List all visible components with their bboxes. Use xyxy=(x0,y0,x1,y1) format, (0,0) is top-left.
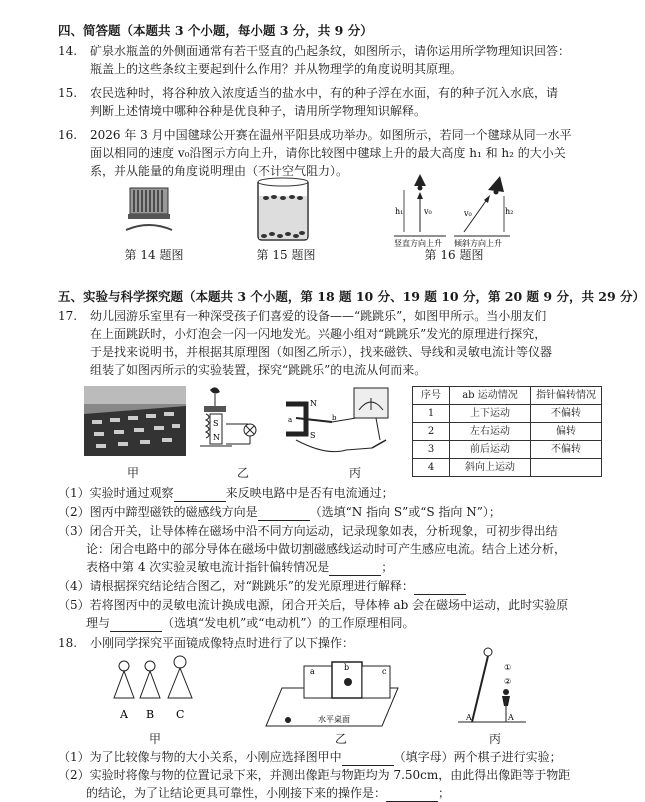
question-17 xyxy=(58,307,598,379)
table-cell: 不偏转 xyxy=(531,405,602,423)
sub-text: ； xyxy=(438,786,451,800)
sub-text: 论：闭合电路中的部分导体在磁场中做切割磁感线运动时可产生感应电流。结合上述分析， xyxy=(86,542,567,556)
table-cell: 3 xyxy=(413,441,450,459)
sub-text: （3）闭合开关，让导体棒在磁场中沿不同方向运动，记录现象如表，分析现象，可初步得出结 xyxy=(58,524,558,538)
sub-text: （选填“发电机”或“电动机”）的工作原理相同。 xyxy=(162,616,415,630)
q17-sub1 xyxy=(58,484,603,502)
answer-blank[interactable] xyxy=(329,563,381,576)
piece-b-label: B xyxy=(146,708,155,721)
sub-text: 理与 xyxy=(86,616,111,630)
rod-b-label: b xyxy=(332,414,337,422)
sub-text: （1）实验时通过观察 xyxy=(58,486,174,500)
q17-sub4 xyxy=(58,577,603,595)
table-cell: 偏转 xyxy=(531,423,602,441)
rod-a-label: a xyxy=(288,416,293,424)
table-cell: 2 xyxy=(413,423,450,441)
section-five-title: 五、实验与科学探究题（本题共 3 个小题，第 18 题 10 分、19 题 10 分，第 20 题 9 分，共 29 分） xyxy=(58,289,645,304)
desk-label: 水平桌面 xyxy=(318,715,350,724)
caption-fig15: 第 15 题图 xyxy=(256,248,316,262)
question-number: 15. xyxy=(58,86,78,100)
table-header-row xyxy=(413,387,602,405)
question-14 xyxy=(58,42,598,78)
question-number: 17. xyxy=(58,309,78,323)
section-four-title: 四、简答题（本题共 3 个小题，每小题 3 分，共 9 分） xyxy=(58,23,373,38)
answer-blank[interactable] xyxy=(258,508,310,521)
question-number: 18. xyxy=(58,636,78,650)
table-cell: 不偏转 xyxy=(531,441,602,459)
object-a-label: A xyxy=(466,713,472,722)
sub-text: （5）若将图丙中的灵敏电流计换成电源，闭合开关后，导体棒 ab 会在磁场中运动，此时实验原 xyxy=(58,598,569,612)
caption-fig17-b: 乙 xyxy=(236,466,249,480)
table-cell: 斜向上运动 xyxy=(450,459,531,477)
label-h2: h₂ xyxy=(505,207,514,216)
table-row xyxy=(413,405,602,423)
q17-sub3 xyxy=(58,522,603,576)
caption-fig18-b: 乙 xyxy=(334,732,347,746)
table-cell: 左右运动 xyxy=(450,423,531,441)
sub-text: ； xyxy=(381,560,394,574)
magnet-s-label: S xyxy=(213,419,219,428)
magnet-n-label: N xyxy=(213,433,220,442)
sub-text: （2）实验时将像与物的位置记录下来，并测出像距与物距均为 7.50cm，由此得出像距等于物距 xyxy=(58,768,571,782)
piece-c-label: C xyxy=(176,708,185,721)
question-line: 判断上述情境中哪种谷种是优良种子，请用所学物理知识解释。 xyxy=(90,104,427,118)
answer-blank[interactable] xyxy=(386,789,438,802)
q17-sub5 xyxy=(58,596,603,632)
question-line: 组装了如图丙所示的实验装置，探究“跳跳乐”的电流从何而来。 xyxy=(90,363,427,377)
table-header: 指针偏转情况 xyxy=(531,387,602,405)
q17-sub2 xyxy=(58,503,603,521)
answer-blank[interactable] xyxy=(110,619,162,632)
table-cell: 前后运动 xyxy=(450,441,531,459)
question-line: 瓶盖上的这些条纹主要起到什么作用？并从物理学的角度说明其原理。 xyxy=(90,62,463,76)
piece-a-label: A xyxy=(120,708,128,721)
fig15-beaker xyxy=(252,176,314,242)
caption-fig18-c: 丙 xyxy=(488,732,501,746)
label-h1: h₁ xyxy=(395,207,404,216)
horseshoe-n-label: N xyxy=(310,399,317,408)
fig18-candle-setup xyxy=(452,646,532,730)
q18-sub2 xyxy=(58,766,603,802)
question-line: 矿泉水瓶盖的外侧面通常有若干竖直的凸起条纹，如图所示，请你运用所学物理知识回答： xyxy=(90,44,571,58)
fig18-mirror-setup xyxy=(262,652,412,730)
question-line: 于是找来说明书，并根据其原理图（如图乙所示），找来磁铁、导线和灵敏电流计等仪器 xyxy=(90,345,553,359)
mark-one: ① xyxy=(504,663,512,672)
position-b-label: b xyxy=(344,663,350,672)
table-header: ab 运动情况 xyxy=(450,387,531,405)
sub-text: （1）为了比较像与物的大小关系，小刚应选择图甲中 xyxy=(58,750,342,764)
question-line: 在上面跳跃时，小灯泡会一闪一闪地发光。兴趣小组对“跳跳乐”发光的原理进行探究， xyxy=(90,327,547,341)
fig17-jump-floor xyxy=(84,386,186,456)
table-row xyxy=(413,441,602,459)
question-16 xyxy=(58,126,598,180)
question-line: 面以相同的速度 v₀沿图示方向上升，请你比较图中毽球上升的最大高度 h₁ 和 h₂ 的大小关 xyxy=(90,146,566,160)
question-number: 14. xyxy=(58,44,78,58)
question-line: 2026 年 3 月中国毽球公开赛在温州平阳县成功举办。如图所示，若同一个毽球从同一水平 xyxy=(90,128,572,142)
caption-fig18-a: 甲 xyxy=(148,732,161,746)
horseshoe-s-label: S xyxy=(310,431,316,440)
question-15 xyxy=(58,84,598,120)
fig17-apparatus xyxy=(276,384,402,464)
table-cell: 4 xyxy=(413,459,450,477)
sub-text: 来反映电路中是否有电流通过； xyxy=(225,486,394,500)
fig18-chess-pieces xyxy=(108,654,198,726)
label-v0-right: v₀ xyxy=(464,209,472,218)
question-line: 幼儿园游乐室里有一种深受孩子们喜爱的设备——“跳跳乐”，如图甲所示。当小朋友们 xyxy=(90,309,547,323)
q18-sub1 xyxy=(58,748,603,766)
fig16-shuttlecock xyxy=(392,170,512,248)
label-vertical-rise: 竖直方向上升 xyxy=(394,239,442,248)
caption-fig17-a: 甲 xyxy=(126,466,139,480)
sub-text: （填字母）两个棋子进行实验； xyxy=(393,750,562,764)
caption-fig16: 第 16 题图 xyxy=(424,248,484,262)
fig17-schematic xyxy=(196,384,262,460)
image-a-label: A xyxy=(508,713,514,722)
table-cell xyxy=(531,459,602,477)
sub-text: （选填“N 指向 S”或“S 指向 N”）； xyxy=(309,505,501,519)
question-line: 小刚同学探究平面镜成像特点时进行了以下操作： xyxy=(90,636,355,650)
question-line: 系，并从能量的角度说明理由（不计空气阻力）。 xyxy=(90,164,349,178)
label-v0: v₀ xyxy=(424,207,432,216)
table-cell: 上下运动 xyxy=(450,405,531,423)
sub-text: （4）请根据探究结论结合图乙，对“跳跳乐”的发光原理进行解释： xyxy=(58,579,414,593)
question-line: 农民选种时，将谷种放入浓度适当的盐水中，有的种子浮在水面，有的种子沉入水底，请 xyxy=(90,86,559,100)
position-c-label: c xyxy=(382,667,387,676)
caption-fig17-c: 丙 xyxy=(348,466,361,480)
table-row xyxy=(413,459,602,477)
answer-blank[interactable] xyxy=(174,489,226,502)
fig14-bottle-cap xyxy=(118,182,180,234)
position-a-label: a xyxy=(310,667,315,676)
table-row xyxy=(413,423,602,441)
label-slant-rise: 倾斜方向上升 xyxy=(454,239,502,248)
answer-blank[interactable] xyxy=(342,753,394,766)
sub-text: （2）图丙中蹄型磁铁的磁感线方向是 xyxy=(58,505,258,519)
answer-blank[interactable] xyxy=(414,582,466,595)
table-cell: 1 xyxy=(413,405,450,423)
results-table xyxy=(412,386,602,477)
sub-text: 表格中第 4 次实验灵敏电流计指针偏转情况是 xyxy=(86,560,330,574)
table-header: 序号 xyxy=(413,387,450,405)
caption-fig14: 第 14 题图 xyxy=(124,248,184,262)
mark-two: ② xyxy=(504,677,512,686)
question-number: 16. xyxy=(58,128,78,142)
sub-text: 的结论，为了让结论更具可靠性，小刚接下来的操作是： xyxy=(86,786,387,800)
